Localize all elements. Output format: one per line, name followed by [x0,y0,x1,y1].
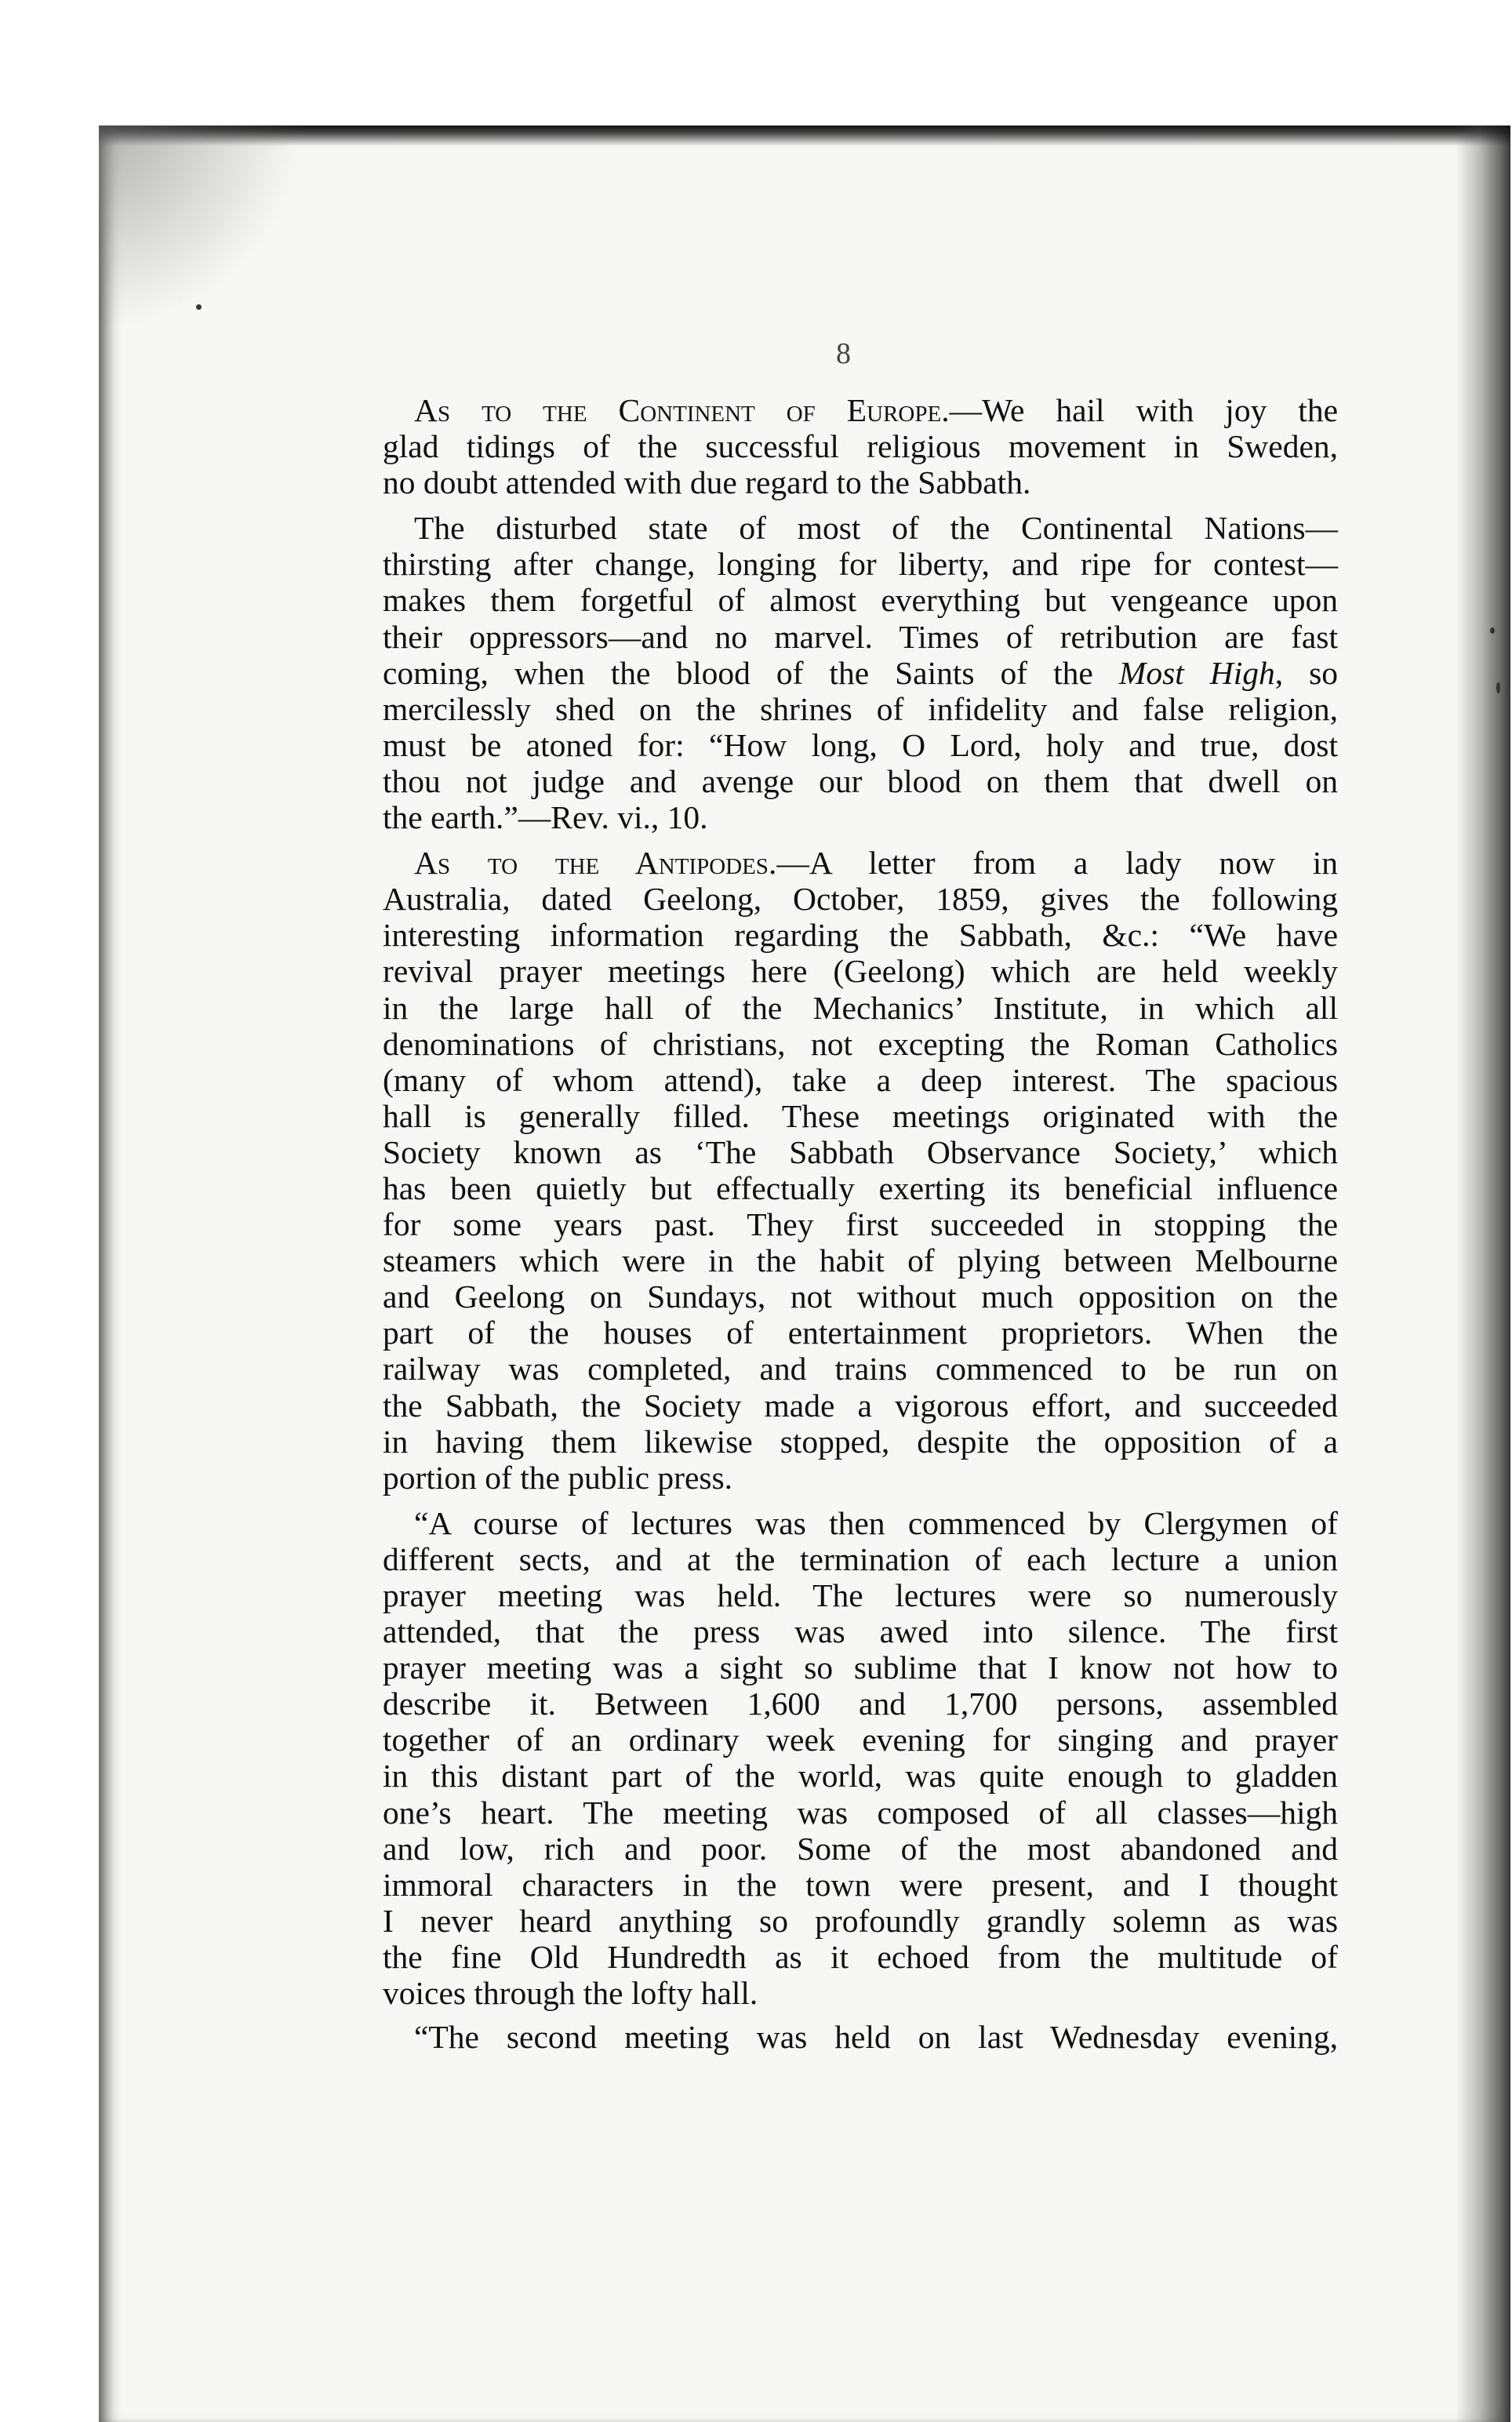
text-run: has been quietly but effectually exerting its beneficial influence [383,1169,1338,1206]
text-line [383,2019,1338,2055]
text-line [383,1460,1338,1496]
text-line [383,1831,1338,1867]
text-line [383,1505,1338,1541]
text-line [383,1541,1338,1577]
paragraph [383,510,1338,835]
text-run: interesting information regarding the Sabbath, &c.: “We have [383,917,1338,954]
text-line [383,1686,1338,1722]
page-corner-shadow [99,125,303,329]
text-line [383,1206,1338,1242]
text-line [383,799,1338,835]
text-line [383,1134,1338,1170]
text-line [383,881,1338,917]
text-run: hall is generally filled. These meetings originated with the [383,1097,1338,1134]
text-line [383,582,1338,618]
text-line [383,917,1338,953]
text-run: and Geelong on Sundays, not without much opposition on the [383,1278,1338,1315]
text-line [383,1387,1338,1424]
text-run: for some years past. They first succeeded in stopping the [383,1206,1338,1243]
body-text [383,392,1338,2055]
scan-speck [1496,682,1500,693]
text-line [383,1577,1338,1613]
text-line [383,619,1338,655]
text-line [383,1649,1338,1686]
text-line [383,953,1338,989]
section-heading: As to the Antipodes [414,845,769,882]
text-line [383,1026,1338,1062]
text-line [383,546,1338,582]
text-run: in having them likewise stopped, despite the opposition of a [383,1423,1338,1460]
text-run: Australia, dated Geelong, October, 1859, gives the following [383,881,1338,918]
paragraph [383,2019,1338,2055]
text-line [383,1613,1338,1649]
text-line [383,1242,1338,1278]
section-heading: As to the Continent of Europe [414,392,942,428]
text-run: part of the houses of entertainment proprietors. When the [383,1315,1338,1351]
text-run: prayer meeting was a sight so sublime that I know not how to [383,1649,1338,1686]
text-line [383,727,1338,763]
text-run: revival prayer meetings here (Geelong) which are held weekly [383,953,1338,990]
paragraph [383,1505,1338,2011]
italic-text: Most High [1118,654,1275,691]
text-run: , so [1274,654,1339,691]
text-run: in this distant part of the world, was quite enough to gladden [383,1758,1338,1795]
text-run: attended, that the press was awed into silence. The first [383,1613,1338,1650]
text-run: thou not judge and avenge our blood on them that dwell on [383,762,1338,799]
text-line [383,1939,1338,1975]
text-run: The disturbed state of most of the Continental Nations— [414,510,1338,547]
text-run: portion of the public press. [383,1459,733,1496]
text-run: thirsting after change, longing for liberty, and ripe for contest— [383,546,1338,583]
text-run: mercilessly shed on the shrines of infidelity and false religion, [383,690,1338,727]
text-line [383,1867,1338,1903]
text-run: glad tidings of the successful religious movement in Sweden, [383,428,1338,465]
text-line [383,763,1338,799]
text-line [383,428,1338,464]
text-line [383,1351,1338,1387]
text-run: (many of whom attend), take a deep interest. The spacious [383,1061,1338,1098]
paragraph [383,845,1338,1496]
text-run: I never heard anything so profoundly grandly solemn as was [383,1902,1338,1939]
text-line [383,1975,1338,2011]
scan-speck [196,304,202,310]
text-run: one’s heart. The meeting was composed of all classes—high [383,1794,1338,1831]
text-line [383,1758,1338,1794]
text-run: the fine Old Hundredth as it echoed from the multitude of [383,1938,1338,1975]
scan-speck [1490,627,1495,634]
text-run: makes them forgetful of almost everything but vengeance upon [383,582,1338,619]
text-line [383,1170,1338,1206]
text-run: in the large hall of the Mechanics’ Institute, in which all [383,989,1338,1026]
text-run: Society known as ‘The Sabbath Observance Society,’ which [383,1133,1338,1170]
text-run: must be atoned for: “How long, O Lord, holy and true, dost [383,726,1338,763]
text-run: steamers which were in the habit of plying between Melbourne [383,1242,1338,1279]
text-run: “A course of lectures was then commenced by Clergymen of [414,1504,1338,1541]
text-line [383,1062,1338,1098]
text-run: .—We hail with joy the [941,392,1338,428]
text-run: describe it. Between 1,600 and 1,700 persons, assembled [383,1686,1338,1722]
text-line [383,1278,1338,1315]
text-run: “The second meeting was held on last Wednesday evening, [414,2019,1338,2056]
text-run: different sects, and at the termination of each lecture a union [383,1540,1338,1577]
text-run: voices through the lofty hall. [383,1975,758,2012]
text-run: coming, when the blood of the Saints of the [383,654,1119,691]
text-run: and low, rich and poor. Some of the most abandoned and [383,1830,1338,1867]
text-run: the earth.”—Rev. vi., 10. [383,799,708,836]
text-line [383,1722,1338,1758]
text-run: denominations of christians, not excepting the Roman Catholics [383,1025,1338,1062]
text-line [383,464,1338,500]
text-run: their oppressors—and no marvel. Times of retribution are fast [383,618,1338,655]
text-line [383,1098,1338,1134]
text-line [383,1903,1338,1939]
text-run: .—A letter from a lady now in [768,845,1338,882]
text-run: no doubt attended with due regard to the Sabbath. [383,464,1031,501]
text-line [383,1795,1338,1831]
text-line [383,691,1338,727]
text-run: railway was completed, and trains commenced to be run on [383,1351,1338,1387]
text-line [383,990,1338,1026]
paragraph [383,392,1338,500]
text-line [383,845,1338,881]
text-line [383,392,1338,428]
text-line [383,510,1338,546]
page-number: 8 [836,337,851,370]
text-run: the Sabbath, the Society made a vigorous effort, and succeeded [383,1387,1338,1424]
text-line [383,1315,1338,1351]
text-run: together of an ordinary week evening for singing and prayer [383,1722,1338,1758]
text-line [383,1424,1338,1460]
text-line [383,655,1338,691]
text-run: immoral characters in the town were present, and I thought [383,1866,1338,1903]
text-run: prayer meeting was held. The lectures were so numerously [383,1577,1338,1613]
